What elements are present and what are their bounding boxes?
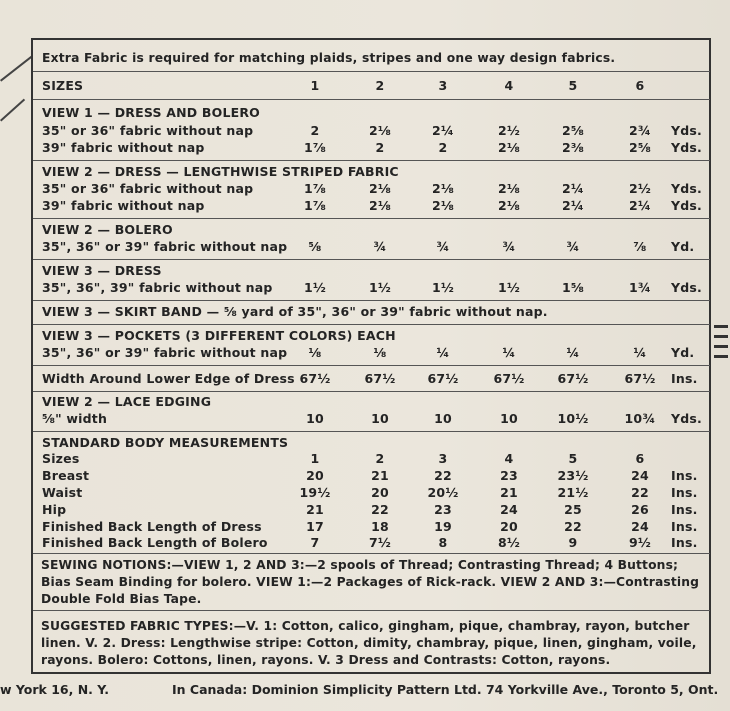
row-label: Finished Back Length of Bolero xyxy=(42,535,268,550)
size-5-value: 9 xyxy=(568,535,578,550)
size-4-value: 2⅛ xyxy=(497,198,521,213)
size-6-value: 24 xyxy=(631,468,649,483)
size-2-value: 2 xyxy=(375,140,385,155)
size-4-value: ¼ xyxy=(502,345,516,360)
size-3-value: 10 xyxy=(434,411,452,426)
size-6-value: ⅞ xyxy=(633,239,647,254)
size-5-value: 2⅝ xyxy=(561,123,585,138)
size-2-value: 67½ xyxy=(364,371,396,386)
section-title: VIEW 2 — BOLERO xyxy=(42,222,173,237)
size-6-value: 1¾ xyxy=(628,280,652,295)
edge-marks xyxy=(714,318,728,365)
size-2-value: 21 xyxy=(371,468,389,483)
size-5-value: ¾ xyxy=(566,239,580,254)
size-3-value: 2⅛ xyxy=(431,181,455,196)
size-4-value: 67½ xyxy=(493,371,525,386)
size-3-value: 20½ xyxy=(427,485,459,500)
size-4-value: 2⅛ xyxy=(497,181,521,196)
size-5-value: 23½ xyxy=(557,468,589,483)
size-6-value: 2⅝ xyxy=(628,140,652,155)
unit-label: Ins. xyxy=(671,502,698,517)
section-title: STANDARD BODY MEASUREMENTS xyxy=(42,435,289,450)
divider xyxy=(33,300,710,301)
divider xyxy=(33,553,710,554)
size-2-value: 7½ xyxy=(368,535,392,550)
size-5-value: 22 xyxy=(564,519,582,534)
row-label: 35", 36" or 39" fabric without nap xyxy=(42,345,288,360)
row-label: 35", 36" or 39" fabric without nap xyxy=(42,239,288,254)
row-label: Width Around Lower Edge of Dress xyxy=(42,371,295,386)
section-title: VIEW 3 — DRESS xyxy=(42,263,162,278)
size-1-value: 21 xyxy=(306,502,324,517)
size-5-value: 2⅜ xyxy=(561,140,585,155)
size-header: 3 xyxy=(438,78,448,93)
size-3-value: 8 xyxy=(438,535,448,550)
size-2-value: 2⅛ xyxy=(368,181,392,196)
footer-left: w York 16, N. Y. xyxy=(0,682,110,697)
divider xyxy=(33,71,710,72)
section-title: VIEW 2 — DRESS — LENGTHWISE STRIPED FABRIC xyxy=(42,164,399,179)
divider xyxy=(33,160,710,161)
row-label: 35" or 36" fabric without nap xyxy=(42,123,254,138)
size-5-value: 21½ xyxy=(557,485,589,500)
size-4-value: 21 xyxy=(500,485,518,500)
size-5-value: 2¼ xyxy=(561,198,585,213)
unit-label: Ins. xyxy=(671,468,698,483)
size-3-value: 2¼ xyxy=(431,123,455,138)
size-6-value: 67½ xyxy=(624,371,656,386)
size-4-value: 8½ xyxy=(497,535,521,550)
footer-right: In Canada: Dominion Simplicity Pattern Ltd. 74 Yorkville Ave., Toronto 5, Ont. xyxy=(172,682,719,697)
size-3-value: ¾ xyxy=(436,239,450,254)
size-4-value: ¾ xyxy=(502,239,516,254)
size-4-value: 10 xyxy=(500,411,518,426)
size-3-value: 2 xyxy=(438,140,448,155)
size-2-value: 2⅛ xyxy=(368,198,392,213)
unit-label: Ins. xyxy=(671,535,698,550)
divider xyxy=(33,99,710,100)
unit-label: Ins. xyxy=(671,519,698,534)
row-label: 39" fabric without nap xyxy=(42,198,205,213)
row-label: Breast xyxy=(42,468,90,483)
size-2-value: 20 xyxy=(371,485,389,500)
size-header: 4 xyxy=(504,78,514,93)
size-6-value: 2¼ xyxy=(628,198,652,213)
row-label: ⅝" width xyxy=(42,411,108,426)
suggested-fabric-types: SUGGESTED FABRIC TYPES:—V. 1: Cotton, calico, gingham, pique, chambray, rayon, butcher linen. V. 2. Dress: Lengthwise stripe: Cotton, dimity, chambray, pique, linen, gingham, voile, rayons. Bolero: Cottons, linen, rayons. V. 3 Dress and Contrasts: Cotton, rayons. xyxy=(41,619,697,667)
unit-label: Ins. xyxy=(671,371,698,386)
divider xyxy=(33,365,710,366)
size-1-value: 1½ xyxy=(303,280,327,295)
size-3-value: ¼ xyxy=(436,345,450,360)
size-2-value: 10 xyxy=(371,411,389,426)
unit-label: Yds. xyxy=(671,140,702,155)
size-4-value: 24 xyxy=(500,502,518,517)
skirt-band-note: VIEW 3 — SKIRT BAND — ⅝ yard of 35", 36" or 39" fabric without nap. xyxy=(42,304,548,319)
size-3-value: 67½ xyxy=(427,371,459,386)
divider xyxy=(33,324,710,325)
row-label: 39" fabric without nap xyxy=(42,140,205,155)
size-4-value: 2⅛ xyxy=(497,140,521,155)
size-2-value: 1½ xyxy=(368,280,392,295)
size-header: 2 xyxy=(375,78,385,93)
size-6-value: 2¾ xyxy=(628,123,652,138)
size-5-value: 25 xyxy=(564,502,582,517)
size-1-value: ⅝ xyxy=(308,239,322,254)
size-1-value: 1 xyxy=(310,451,320,466)
size-header: 5 xyxy=(568,78,578,93)
section-title: VIEW 2 — LACE EDGING xyxy=(42,394,212,409)
size-1-value: 10 xyxy=(306,411,324,426)
size-3-value: 22 xyxy=(434,468,452,483)
size-1-value: 1⅞ xyxy=(303,140,327,155)
size-1-value: 19½ xyxy=(299,485,331,500)
unit-label: Yds. xyxy=(671,280,702,295)
size-1-value: 20 xyxy=(306,468,324,483)
size-6-value: 26 xyxy=(631,502,649,517)
size-3-value: 19 xyxy=(434,519,452,534)
unit-label: Yds. xyxy=(671,123,702,138)
divider xyxy=(33,391,710,392)
size-4-value: 4 xyxy=(504,451,514,466)
size-6-value: 24 xyxy=(631,519,649,534)
size-2-value: 2 xyxy=(375,451,385,466)
row-label: Finished Back Length of Dress xyxy=(42,519,262,534)
size-1-value: 7 xyxy=(310,535,320,550)
size-1-value: ⅛ xyxy=(308,345,322,360)
size-5-value: 1⅝ xyxy=(561,280,585,295)
size-2-value: 22 xyxy=(371,502,389,517)
divider xyxy=(33,610,710,611)
size-1-value: 1⅞ xyxy=(303,181,327,196)
size-1-value: 67½ xyxy=(299,371,331,386)
size-4-value: 2½ xyxy=(497,123,521,138)
row-label: Waist xyxy=(42,485,83,500)
size-3-value: 1½ xyxy=(431,280,455,295)
size-5-value: 2¼ xyxy=(561,181,585,196)
size-6-value: 22 xyxy=(631,485,649,500)
sewing-notions: SEWING NOTIONS:—VIEW 1, 2 AND 3:—2 spools of Thread; Contrasting Thread; 4 Buttons; Bias Seam Binding for bolero. VIEW 1:—2 Packages of Rick-rack. VIEW 2 AND 3:—Contrasting Double Fold Bias Tape. xyxy=(41,558,700,606)
unit-label: Yd. xyxy=(671,345,695,360)
divider xyxy=(33,431,710,432)
section-title: VIEW 1 — DRESS AND BOLERO xyxy=(42,105,261,120)
size-3-value: 23 xyxy=(434,502,452,517)
size-6-value: 6 xyxy=(635,451,645,466)
unit-label: Yds. xyxy=(671,411,702,426)
row-label: 35" or 36" fabric without nap xyxy=(42,181,254,196)
row-label: Sizes xyxy=(42,451,80,466)
size-3-value: 3 xyxy=(438,451,448,466)
size-header: 1 xyxy=(310,78,320,93)
size-1-value: 17 xyxy=(306,519,324,534)
size-6-value: 2½ xyxy=(628,181,652,196)
size-4-value: 20 xyxy=(500,519,518,534)
size-2-value: ⅛ xyxy=(373,345,387,360)
size-2-value: 18 xyxy=(371,519,389,534)
size-4-value: 1½ xyxy=(497,280,521,295)
row-label: 35", 36", 39" fabric without nap xyxy=(42,280,273,295)
unit-label: Yds. xyxy=(671,181,702,196)
size-1-value: 1⅞ xyxy=(303,198,327,213)
size-5-value: ¼ xyxy=(566,345,580,360)
size-2-value: ¾ xyxy=(373,239,387,254)
size-2-value: 2⅛ xyxy=(368,123,392,138)
size-6-value: 10¾ xyxy=(624,411,656,426)
section-title: VIEW 3 — POCKETS (3 DIFFERENT COLORS) EACH xyxy=(42,328,396,343)
size-5-value: 10½ xyxy=(557,411,589,426)
unit-label: Ins. xyxy=(671,485,698,500)
size-5-value: 5 xyxy=(568,451,578,466)
unit-label: Yd. xyxy=(671,239,695,254)
size-3-value: 2⅛ xyxy=(431,198,455,213)
size-6-value: ¼ xyxy=(633,345,647,360)
size-header: 6 xyxy=(635,78,645,93)
divider xyxy=(33,259,710,260)
divider xyxy=(33,218,710,219)
sizes-label: SIZES xyxy=(42,78,84,93)
header-note: Extra Fabric is required for matching plaids, stripes and one way design fabrics. xyxy=(42,51,616,65)
row-label: Hip xyxy=(42,502,67,517)
size-6-value: 9½ xyxy=(628,535,652,550)
size-4-value: 23 xyxy=(500,468,518,483)
size-5-value: 67½ xyxy=(557,371,589,386)
unit-label: Yds. xyxy=(671,198,702,213)
size-1-value: 2 xyxy=(310,123,320,138)
